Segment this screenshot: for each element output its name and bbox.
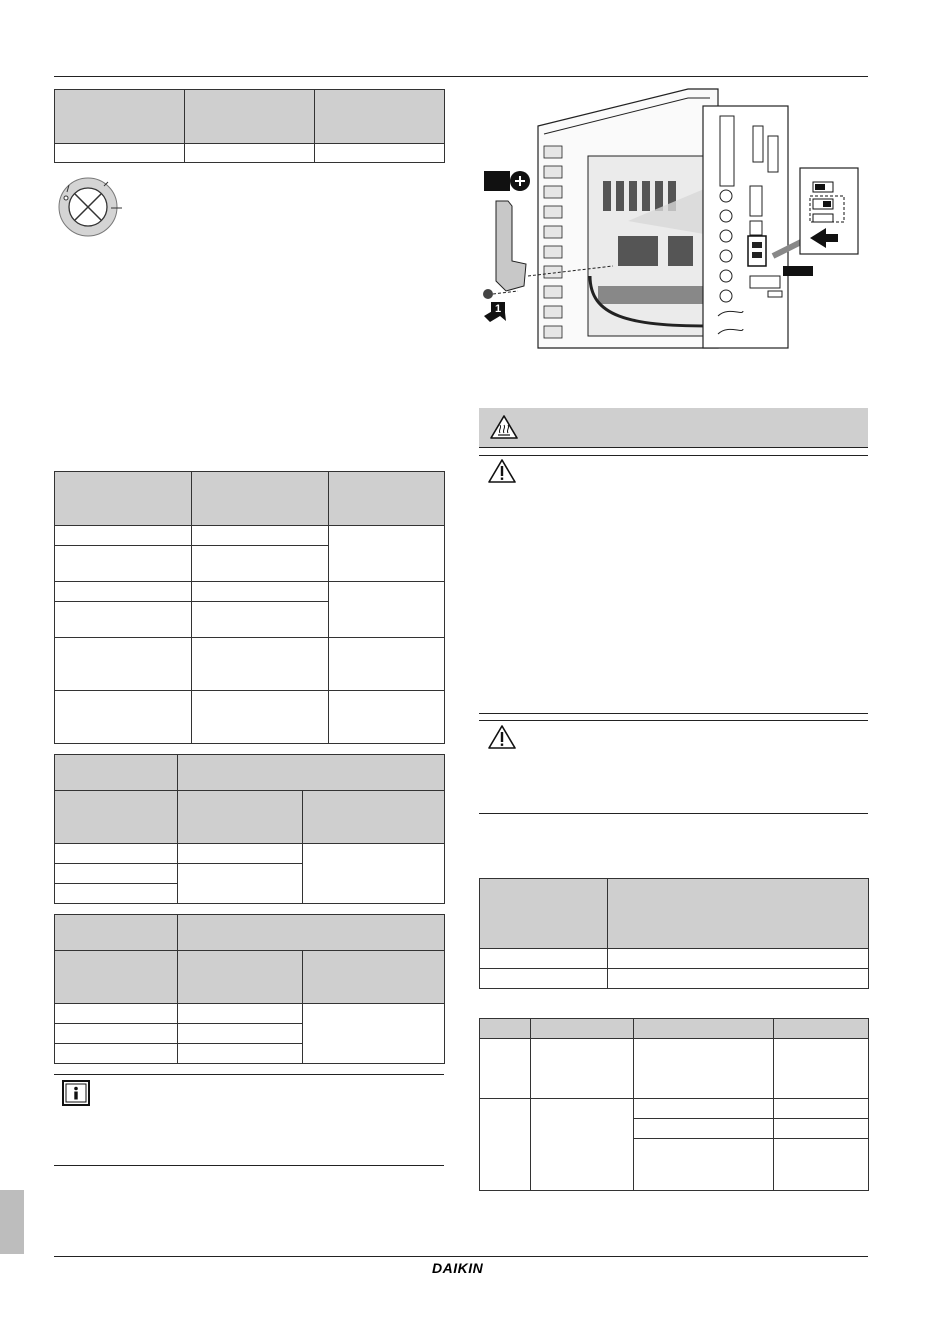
table-5 xyxy=(479,878,869,989)
caution-1-top-rule xyxy=(479,455,868,456)
daikin-logo: DAIKIN xyxy=(432,1260,484,1276)
info-note-top-rule xyxy=(54,1074,444,1075)
footer-rule xyxy=(54,1256,868,1257)
info-icon xyxy=(62,1080,90,1106)
rotary-dial-icon xyxy=(50,172,140,242)
hot-surface-icon xyxy=(489,414,519,440)
hot-surface-banner xyxy=(479,408,868,448)
caution-2-sub-rule xyxy=(479,720,868,721)
header-rule xyxy=(54,76,868,77)
switchbox-figure xyxy=(478,86,870,350)
caution-2-top-rule xyxy=(479,713,868,714)
caution-2-bottom-rule xyxy=(479,813,868,814)
warning-triangle-icon xyxy=(487,724,517,750)
page-side-tab xyxy=(0,1190,24,1254)
warning-triangle-icon xyxy=(487,458,517,484)
table-2 xyxy=(54,471,445,744)
table-1 xyxy=(54,89,445,163)
table-4 xyxy=(54,914,445,1064)
table-6 xyxy=(479,1018,869,1191)
table-3 xyxy=(54,754,445,904)
info-note-bottom-rule xyxy=(54,1165,444,1166)
step-number-badge: 1 xyxy=(491,302,505,316)
